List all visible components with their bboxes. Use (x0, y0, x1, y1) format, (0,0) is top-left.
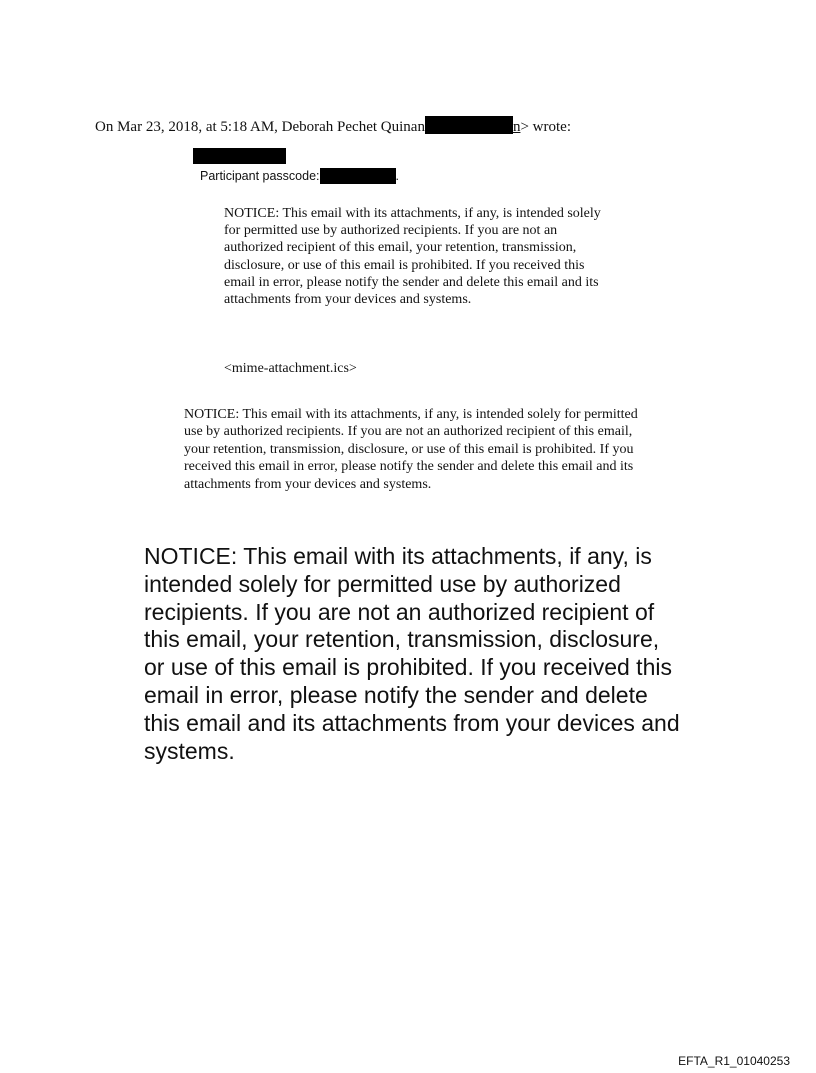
redacted-block (193, 148, 286, 164)
header-suffix: > wrote: (520, 119, 571, 135)
header-prefix: On Mar 23, 2018, at 5:18 AM, Deborah Pechet Quinan (95, 119, 425, 135)
email-tail: n (512, 119, 521, 135)
notice-middle: NOTICE: This email with its attachments, if any, is intended solely for permitted use by authorized recipients. If you are not an authorized recipient of this email, your retention, transmission, disclosure, or use of this email is prohibited. If you received this email in error, please notify the sender and delete this email and its attachments from your devices and systems. (184, 407, 638, 492)
passcode-trailing: . (395, 169, 399, 183)
passcode-label: Participant passcode: (200, 169, 320, 183)
passcode-line (200, 167, 399, 185)
redacted-passcode-box (320, 168, 396, 184)
redacted-email-box (425, 116, 513, 134)
notice-inner: NOTICE: This email with its attachments, if any, is intended solely for permitted use by authorized recipients. If you are not an authorized recipient of this email, your retention, transmission, disclosure, or use of this email is prohibited. If you received this email in error, please notify the sender and delete this email and its attachments from your devices and systems. (224, 206, 601, 308)
document-id: EFTA_R1_01040253 (678, 1054, 790, 1068)
notice-outer: NOTICE: This email with its attachments, if any, is intended solely for permitted use by authorized recipients. If you are not an authorized recipient of this email, your retention, transmission, disclosure, or use of this email is prohibited. If you received this email in error, please notify the sender and delete this email and its attachments from your devices and systems. (144, 543, 680, 764)
attachment-name: <mime-attachment.ics> (224, 361, 357, 376)
quoted-header (95, 116, 571, 136)
